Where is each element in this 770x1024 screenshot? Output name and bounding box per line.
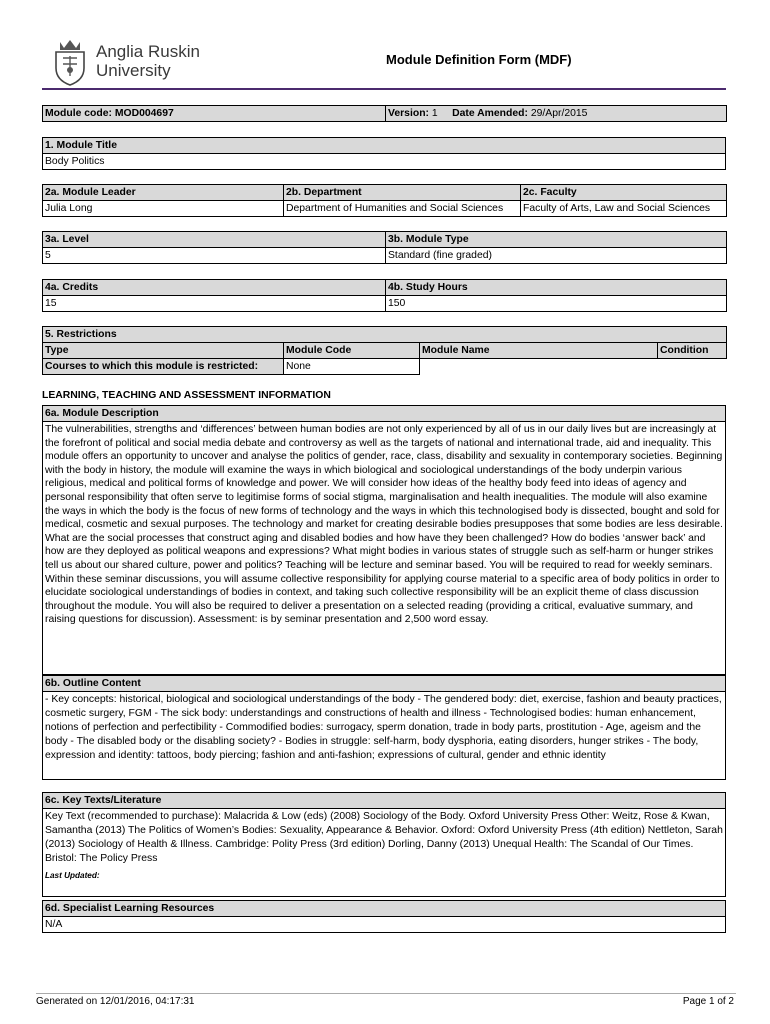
- header-rule: [42, 88, 726, 90]
- leader-table: [42, 184, 727, 217]
- crest-icon: [50, 38, 90, 86]
- level-value: 5: [43, 248, 386, 264]
- last-updated-label: Last Updated:: [45, 871, 100, 880]
- level-label: 3a. Level: [43, 232, 386, 248]
- study-hours-label: 4b. Study Hours: [386, 280, 727, 296]
- faculty-value: Faculty of Arts, Law and Social Sciences: [521, 201, 727, 217]
- key-texts-label: 6c. Key Texts/Literature: [43, 793, 726, 809]
- restrictions-header-type: Type: [43, 343, 284, 359]
- description-table: [42, 405, 726, 675]
- key-texts-text: Key Text (recommended to purchase): Malacrida & Low (eds) (2008) Sociology of the Body. Oxford University Press Other: Weitz, Rose & Kwan, Samantha (2013) The Politics of Women’s Bodies: Sexuality, Appearance & Behavior. Oxford: Oxford University Press (4th edition) Nettleton, Sarah (2013) Sociology of Health & Illness. Cambridge: Polity Press (3rd edition) Dorling, Danny (2013) Unequal Health: The Scandal of Our Times. Bristol: The Policy Press: [45, 811, 723, 864]
- module-code: Module code: MOD004697: [43, 106, 386, 122]
- form-title: Module Definition Form (MDF): [386, 52, 572, 67]
- key-texts-table: [42, 792, 726, 897]
- department-value: Department of Humanities and Social Sciences: [284, 201, 521, 217]
- university-logo: [50, 38, 210, 86]
- footer-rule: [36, 993, 736, 994]
- logo-line-1: Anglia Ruskin: [96, 42, 200, 61]
- leader-value: Julia Long: [43, 201, 284, 217]
- faculty-label: 2c. Faculty: [521, 185, 727, 201]
- restrictions-row-label: Courses to which this module is restricted:: [43, 359, 284, 375]
- credits-label: 4a. Credits: [43, 280, 386, 296]
- module-code-table: [42, 105, 727, 122]
- key-texts-cell: [43, 809, 726, 897]
- credits-value: 15: [43, 296, 386, 312]
- restrictions-table: [42, 326, 727, 375]
- section-heading: LEARNING, TEACHING AND ASSESSMENT INFORMATION: [42, 390, 331, 401]
- resources-table: [42, 900, 726, 933]
- resources-value: N/A: [43, 917, 726, 933]
- page-number: Page 1 of 2: [682, 996, 734, 1007]
- date-amended-value: 29/Apr/2015: [530, 108, 588, 119]
- outline-table: [42, 675, 726, 780]
- version-label: Version:: [388, 108, 429, 119]
- outline-label: 6b. Outline Content: [43, 676, 726, 692]
- restrictions-row-code: None: [284, 359, 420, 375]
- version-value: 1: [431, 108, 438, 119]
- logo-line-2: University: [96, 61, 171, 80]
- level-table: [42, 231, 727, 264]
- version-date-cell: [386, 106, 727, 122]
- leader-label: 2a. Module Leader: [43, 185, 284, 201]
- resources-label: 6d. Specialist Learning Resources: [43, 901, 726, 917]
- module-type-label: 3b. Module Type: [386, 232, 727, 248]
- credits-table: [42, 279, 727, 312]
- study-hours-value: 150: [386, 296, 727, 312]
- date-amended-label: Date Amended:: [452, 108, 528, 119]
- generated-timestamp: Generated on 12/01/2016, 04:17:31: [36, 996, 195, 1007]
- description-label: 6a. Module Description: [43, 406, 726, 422]
- restrictions-header-name: Module Name: [420, 343, 658, 359]
- outline-text: - Key concepts: historical, biological and sociological understandings of the body - The gendered body: diet, exercise, fashion and beauty practices, cosmetic surgery, FGM - The sick body: understandings and constructions of health and illness - Technologised bodies: human enhancement, notions of perfection and perfectibility - Commodified bodies: surrogacy, sperm donation, trade in body parts, prostitution - Age, ageism and the body - The disabled body or the disabling society? - Bodies in struggle: self-harm, body dysphoria, eating disorders, hunger strikes - The body, expression and identity: tattoos, body piercing; fashion and anti-fashion; expressions of cultural, gender and ethnic identity: [43, 692, 726, 780]
- module-title-value: Body Politics: [43, 154, 726, 170]
- department-label: 2b. Department: [284, 185, 521, 201]
- restrictions-header-condition: Condition: [658, 343, 727, 359]
- module-type-value: Standard (fine graded): [386, 248, 727, 264]
- description-text: The vulnerabilities, strengths and ‘differences’ between human bodies are not only experienced by all of us in our daily lives but are increasingly at the forefront of political and social media debate and controversy as well as the targets of national and international trade, aid and inequality. This module offers an opportunity to uncover and analyse the politics of gender, race, class, disability and sexuality in contemporary societies. Beginning with the body in history, the module will examine the ways in which biological and sociological understandings of the body underpin various religious, medical and political forms of knowledge and power. We will consider how ideas of the healthy body feed into ideas of agency and personal responsibility that often serve to legitimise forms of social stigma, marginalisation and health inequalities. The module will also examine the ways in which the body is the focus of new forms of technology and the ways in which this technologised body is dissected, bought and sold for medical, cosmetic and sexual purposes. The technology and market for creating desirable bodies presupposes that some bodies are less desirable. What are the social processes that construct aging and disabled bodies and how have they been challenged? How do bodies ‘answer back’ and how are they deployed as political weapons and expressions? What might bodies in various states of struggle such as self-harm or hunger strikes tell us about our shared culture, power and politics? Teaching will be lecture and seminar based. You will be required to read for weekly seminars. Within these seminar discussions, you will assume collective responsibility for applying course material to a specific area of body politics in order to elucidate sociological understandings of bodies in context, and taking such collective responsibility will be an explicit theme of class discussion throughout the module. You will also be required to deliver a presentation on a selected reading (providing a critical, evaluative summary, and raising questions for discussion). Assessment: is by seminar presentation and 2,500 word essay.: [43, 422, 726, 675]
- module-title-label: 1. Module Title: [43, 138, 726, 154]
- module-title-table: [42, 137, 726, 170]
- restrictions-label: 5. Restrictions: [43, 327, 727, 343]
- restrictions-header-code: Module Code: [284, 343, 420, 359]
